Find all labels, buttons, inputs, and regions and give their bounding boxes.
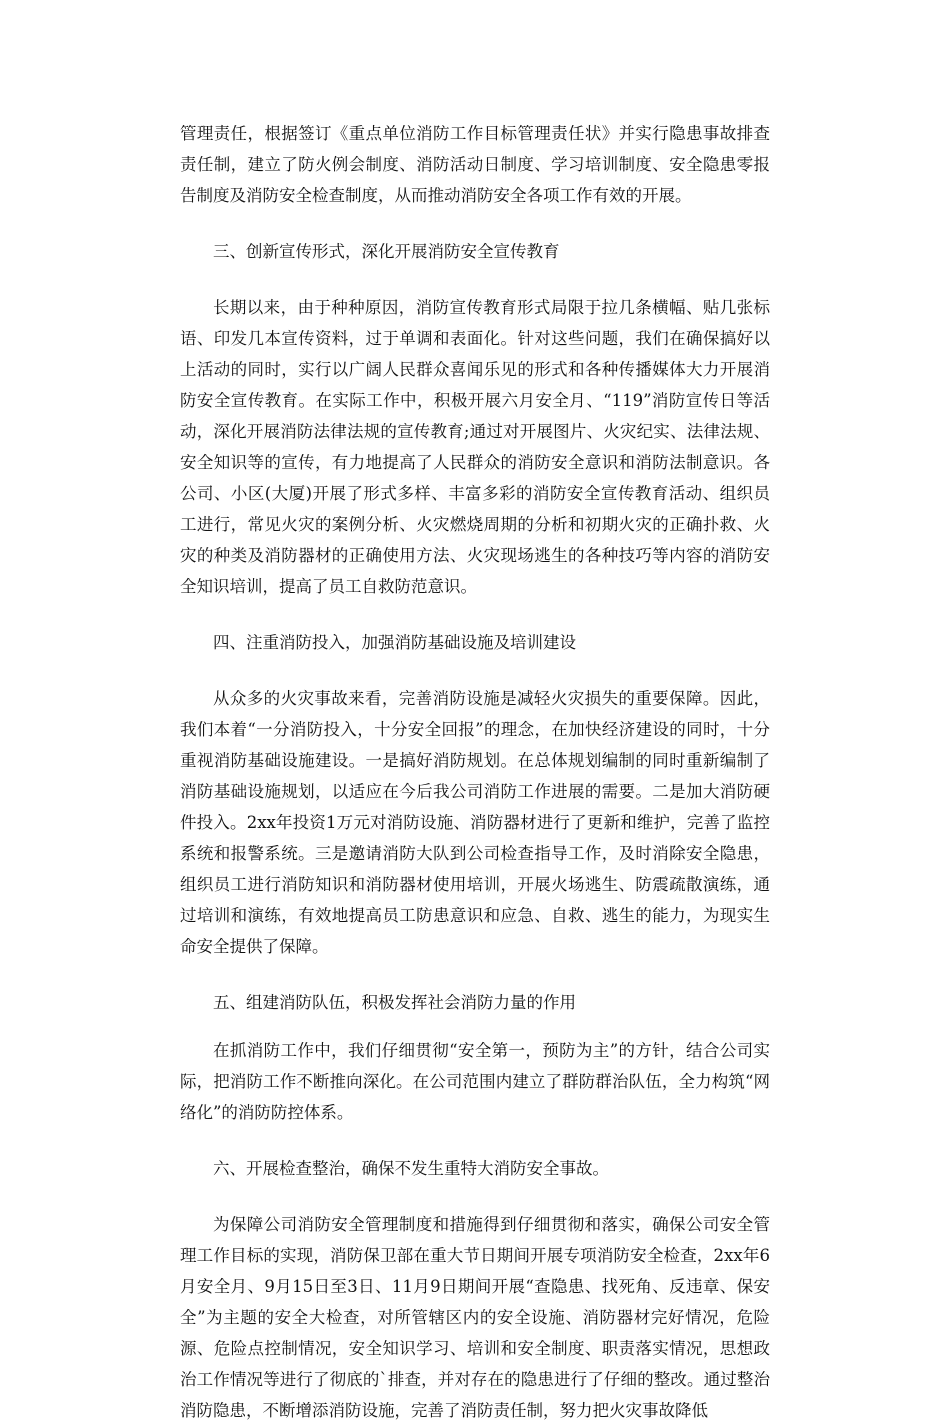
document-page [180, 118, 770, 1426]
paragraph-fire-investment: 从众多的火灾事故来看，完善消防设施是减轻火灾损失的重要保障。因此，我们本着“一分消防投入，十分安全回报”的理念，在加快经济建设的同时，十分重视消防基础设施建设。一是搞好消防规划。在总体规划编制的同时重新编制了消防基础设施规划，以适应在今后我公司消防工作进展的需要。二是加大消防硬件投入。2xx年投资1万元对消防设施、消防器材进行了更新和维护，完善了监控系统和报警系统。三是邀请消防大队到公司检查指导工作，及时消除安全隐患，组织员工进行消防知识和消防器材使用培训，开展火场逃生、防震疏散演练，通过培训和演练，有效地提高员工防患意识和应急、自救、逃生的能力，为现实生命安全提供了保障。 [180, 689, 770, 956]
paragraph-fire-team: 在抓消防工作中，我们仔细贯彻“安全第一，预防为主”的方针，结合公司实际，把消防工作不断推向深化。在公司范围内建立了群防群治队伍，全力构筑“网络化”的消防防控体系。 [180, 1041, 770, 1122]
section-heading-5: 五、组建消防队伍，积极发挥社会消防力量的作用 [213, 993, 576, 1012]
paragraph-management-responsibility: 管理责任，根据签订《重点单位消防工作目标管理责任状》并实行隐患事故排查责任制，建立了防火例会制度、消防活动日制度、学习培训制度、安全隐患零报告制度及消防安全检查制度，从而推动消防安全各项工作有效的开展。 [180, 124, 770, 205]
section-heading-6: 六、开展检查整治，确保不发生重特大消防安全事故。 [213, 1159, 609, 1178]
paragraph-publicity-education: 长期以来，由于种种原因，消防宣传教育形式局限于拉几条横幅、贴几张标语、印发几本宣传资料，过于单调和表面化。针对这些问题，我们在确保搞好以上活动的同时，实行以广阔人民群众喜闻乐见的形式和各种传播媒体大力开展消防安全宣传教育。在实际工作中，积极开展六月安全月、“119”消防宣传日等活动，深化开展消防法律法规的宣传教育;通过对开展图片、火灾纪实、法律法规、安全知识等的宣传，有力地提高了人民群众的消防安全意识和消防法制意识。各公司、小区(大厦)开展了形式多样、丰富多彩的消防安全宣传教育活动、组织员工进行，常见火灾的案例分析、火灾燃烧周期的分析和初期火灾的正确扑救、火灾的种类及消防器材的正确使用方法、火灾现场逃生的各种技巧等内容的消防安全知识培训，提高了员工自救防范意识。 [180, 298, 770, 596]
section-heading-3: 三、创新宣传形式，深化开展消防安全宣传教育 [213, 242, 560, 261]
section-heading-4: 四、注重消防投入，加强消防基础设施及培训建设 [213, 633, 576, 652]
paragraph-inspection-rectification: 为保障公司消防安全管理制度和措施得到仔细贯彻和落实，确保公司安全管理工作目标的实现，消防保卫部在重大节日期间开展专项消防安全检查，2xx年6月安全月、9月15日至3日、11月9日期间开展“查隐患、找死角、反违章、保安全”为主题的安全大检查，对所管辖区内的安全设施、消防器材完好情况，危险源、危险点控制情况，安全知识学习、培训和安全制度、职责落实情况，思想政治工作情况等进行了彻底的`排查，并对存在的隐患进行了仔细的整改。通过整治消防隐患，不断增添消防设施，完善了消防责任制，努力把火灾事故降低 [180, 1215, 770, 1420]
